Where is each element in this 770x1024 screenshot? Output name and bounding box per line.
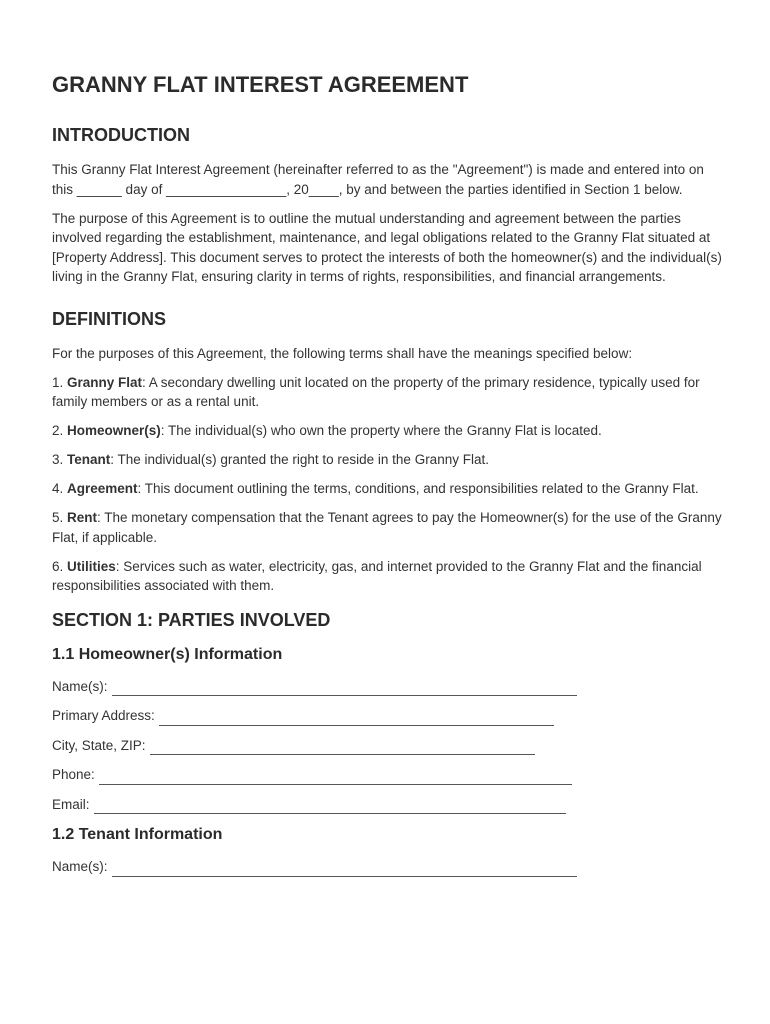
name-blank-line[interactable] (112, 681, 577, 696)
definitions-heading: DEFINITIONS (52, 308, 167, 329)
phone-blank-line[interactable] (99, 770, 572, 785)
document-title: GRANNY FLAT INTEREST AGREEMENT (52, 72, 469, 97)
definition-item (52, 508, 722, 547)
intro-paragraph: The purpose of this Agreement is to outline the mutual understanding and agreement between the parties involved regarding the establishment, maintenance, and legal obligations related to the Granny Flat situated at [Property Address]. This document serves to protect the interests of both the homeowner(s) and the individual(s) living in the Granny Flat, ensuring clarity in terms of rights, responsibilities, and financial arrangements. (52, 210, 722, 284)
definition-term: Rent (67, 510, 98, 525)
city-blank-line[interactable] (150, 740, 535, 755)
intro-paragraph: This Granny Flat Interest Agreement (hereinafter referred to as the "Agreement") is made and entered into on this ______ day of ________________, 20____, by and between the parties identified in Section 1 below. (52, 162, 704, 197)
introduction-heading: INTRODUCTION (52, 125, 190, 145)
definition-text: : This document outlining the terms, conditions, and responsibilities related to the Granny Flat. (137, 481, 699, 496)
definition-number: 3. (52, 452, 68, 467)
homeowner-email-field[interactable] (52, 795, 722, 815)
definition-term: Granny Flat (67, 374, 143, 390)
tenant-name-field[interactable] (52, 857, 722, 877)
definition-text: : The individual(s) granted the right to reside in the Granny Flat. (110, 452, 489, 467)
field-label: Name(s): (52, 859, 108, 874)
field-label: Primary Address: (52, 708, 155, 723)
definition-term: Tenant (67, 452, 111, 467)
section1-heading: SECTION 1: PARTIES INVOLVED (52, 609, 331, 630)
definition-number: 1. (52, 374, 68, 390)
definition-term: Homeowner(s) (67, 423, 161, 438)
name-blank-line[interactable] (112, 862, 577, 877)
document-page (52, 72, 722, 887)
address-blank-line[interactable] (159, 711, 554, 726)
definition-term: Agreement (67, 481, 138, 496)
definition-item (52, 373, 722, 412)
homeowner-address-field[interactable] (52, 706, 722, 726)
homeowner-phone-field[interactable] (52, 765, 722, 785)
definition-number: 5. (52, 510, 68, 525)
field-label: Email: (52, 796, 90, 812)
tenant-info-heading: 1.2 Tenant Information (52, 826, 223, 843)
definition-number: 6. (52, 558, 68, 574)
field-label: Phone: (52, 767, 95, 782)
definition-item (52, 557, 722, 596)
definition-item (52, 450, 722, 470)
definition-text: : The individual(s) who own the property where the Granny Flat is located. (160, 423, 602, 438)
homeowner-name-field[interactable] (52, 677, 722, 697)
homeowner-info-heading: 1.1 Homeowner(s) Information (52, 645, 283, 663)
definition-item (52, 479, 722, 499)
definition-text: : A secondary dwelling unit located on the property of the primary residence, typically used for family members or as a rental unit. (52, 374, 700, 409)
email-blank-line[interactable] (94, 799, 566, 814)
definition-text: : Services such as water, electricity, gas, and internet provided to the Granny Flat and the financial responsibilities associated with them. (52, 558, 702, 593)
definition-text: : The monetary compensation that the Tenant agrees to pay the Homeowner(s) for the use of the Granny Flat, if applicable. (52, 510, 722, 545)
field-label: City, State, ZIP: (52, 737, 146, 753)
definition-term: Utilities (67, 558, 116, 574)
field-label: Name(s): (52, 678, 108, 694)
definition-item (52, 421, 722, 441)
definition-number: 2. (52, 423, 68, 438)
definition-number: 4. (52, 481, 68, 496)
definitions-intro: For the purposes of this Agreement, the following terms shall have the meanings specified below: (52, 345, 633, 361)
homeowner-city-field[interactable] (52, 736, 722, 756)
